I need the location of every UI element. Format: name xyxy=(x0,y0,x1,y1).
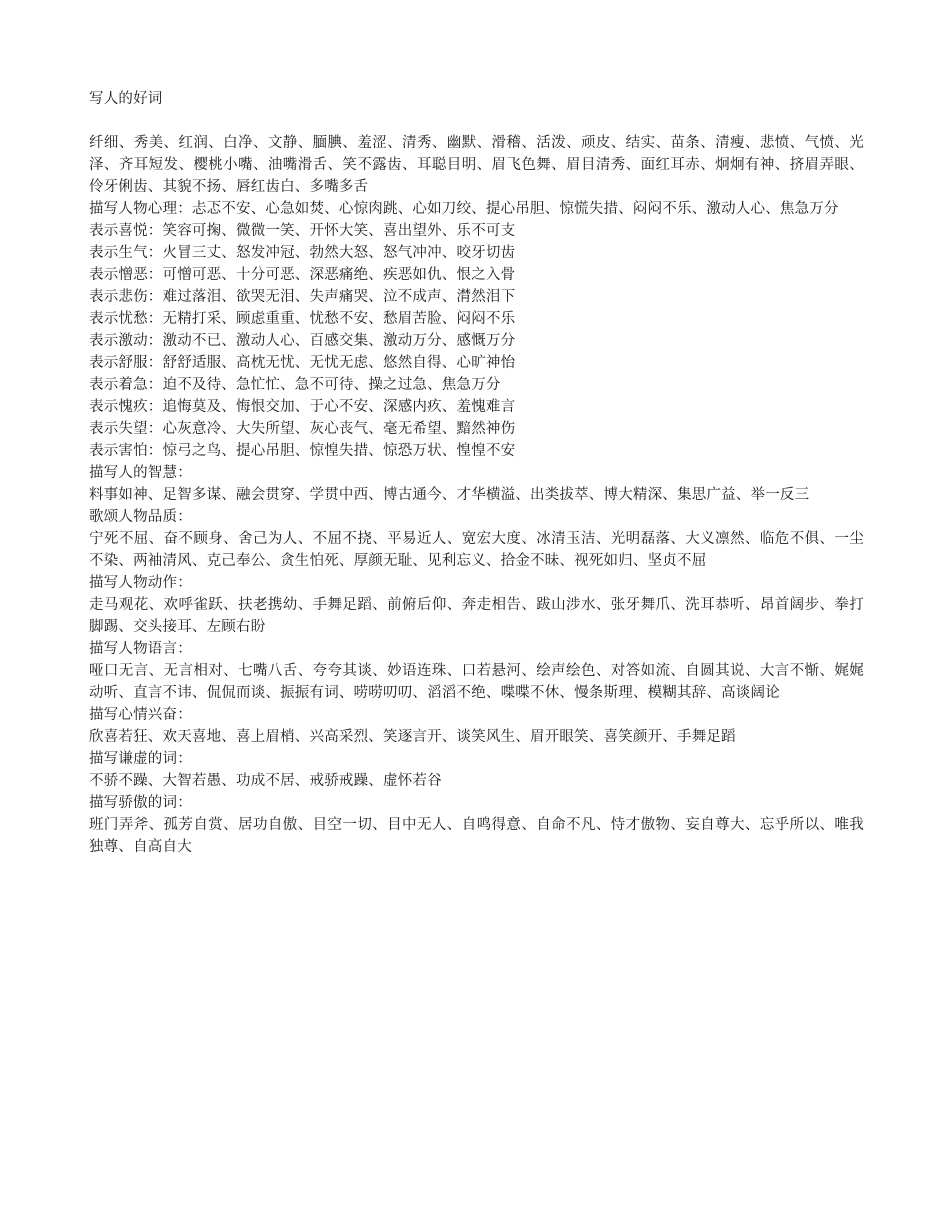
paragraph-joy: 表示喜悦：笑容可掬、微微一笑、开怀大笑、喜出望外、乐不可支 xyxy=(89,223,516,239)
paragraph-wisdom: 料事如神、足智多谋、融会贯穿、学贯中西、博古通今、才华横溢、出类拔萃、博大精深、集思广益、举一反三 xyxy=(89,487,810,503)
paragraph-anxiety: 表示着急：迫不及待、急忙忙、急不可待、操之过急、焦急万分 xyxy=(89,377,501,393)
paragraph-hatred: 表示憎恶：可憎可恶、十分可恶、深恶痛绝、疾恶如仇、恨之入骨 xyxy=(89,267,516,283)
heading-actions: 描写人物动作： xyxy=(89,575,192,591)
paragraph-anger: 表示生气：火冒三丈、怒发冲冠、勃然大怒、怒气冲冲、咬牙切齿 xyxy=(89,245,516,261)
heading-arrogance: 描写骄傲的词： xyxy=(89,795,192,811)
heading-excited-mood: 描写心情兴奋： xyxy=(89,707,192,723)
paragraph-appearance-words: 纤细、秀美、红润、白净、文静、腼腆、羞涩、清秀、幽默、滑稽、活泼、顽皮、结实、苗条、清瘦、悲愤、气愤、光泽、齐耳短发、樱桃小嘴、油嘴滑舌、笑不露齿、耳聪目明、眉飞色舞、眉目清秀、面红耳赤、炯炯有神、挤眉弄眼、伶牙俐齿、其貌不扬、唇红齿白、多嘴多舌 xyxy=(89,135,864,195)
paragraph-arrogance: 班门弄斧、孤芳自赏、居功自傲、目空一切、目中无人、自鸣得意、自命不凡、恃才傲物、妄自尊大、忘乎所以、唯我独尊、自高自大 xyxy=(89,817,864,855)
paragraph-character: 宁死不屈、奋不顾身、舍己为人、不屈不挠、平易近人、宽宏大度、冰清玉洁、光明磊落、大义凛然、临危不俱、一尘不染、两袖清风、克己奉公、贪生怕死、厚颜无耻、见利忘义、拾金不昧、视死如归、坚贞不屈 xyxy=(89,531,864,569)
heading-language: 描写人物语言： xyxy=(89,641,192,657)
paragraph-guilt: 表示愧疚：追悔莫及、悔恨交加、于心不安、深感内疚、羞愧难言 xyxy=(89,399,516,415)
document-page xyxy=(89,88,864,858)
paragraph-comfort: 表示舒服：舒舒适服、高枕无忧、无忧无虑、悠然自得、心旷神怡 xyxy=(89,355,516,371)
paragraph-actions: 走马观花、欢呼雀跃、扶老携幼、手舞足蹈、前俯后仰、奔走相告、跋山涉水、张牙舞爪、洗耳恭听、昂首阔步、拳打脚踢、交头接耳、左顾右盼 xyxy=(89,597,864,635)
paragraph-worry: 表示忧愁：无精打采、顾虑重重、忧愁不安、愁眉苦脸、闷闷不乐 xyxy=(89,311,516,327)
paragraph-excited-mood: 欣喜若狂、欢天喜地、喜上眉梢、兴高采烈、笑逐言开、谈笑风生、眉开眼笑、喜笑颜开、手舞足蹈 xyxy=(89,729,736,745)
heading-modesty: 描写谦虚的词： xyxy=(89,751,192,767)
paragraph-sadness: 表示悲伤：难过落泪、欲哭无泪、失声痛哭、泣不成声、潸然泪下 xyxy=(89,289,516,305)
heading-character: 歌颂人物品质： xyxy=(89,509,192,525)
paragraph-modesty: 不骄不躁、大智若愚、功成不居、戒骄戒躁、虚怀若谷 xyxy=(89,773,442,789)
paragraph-disappointment: 表示失望：心灰意冷、大失所望、灰心丧气、毫无希望、黯然神伤 xyxy=(89,421,516,437)
paragraph-language: 哑口无言、无言相对、七嘴八舌、夸夸其谈、妙语连珠、口若悬河、绘声绘色、对答如流、自圆其说、大言不惭、娓娓动听、直言不讳、侃侃而谈、振振有词、唠唠叨叨、滔滔不绝、喋喋不休、慢条斯理、模糊其辞、高谈阔论 xyxy=(89,663,864,701)
paragraph-excitement: 表示激动：激动不已、激动人心、百感交集、激动万分、感慨万分 xyxy=(89,333,516,349)
heading-wisdom: 描写人的智慧： xyxy=(89,465,192,481)
paragraph-fear: 表示害怕：惊弓之鸟、提心吊胆、惊惶失措、惊恐万状、惶惶不安 xyxy=(89,443,516,459)
paragraph-psychology: 描写人物心理：忐忑不安、心急如焚、心惊肉跳、心如刀绞、提心吊胆、惊慌失措、闷闷不乐、激动人心、焦急万分 xyxy=(89,201,839,217)
document-body xyxy=(89,132,864,858)
document-title: 写人的好词 xyxy=(89,91,163,107)
